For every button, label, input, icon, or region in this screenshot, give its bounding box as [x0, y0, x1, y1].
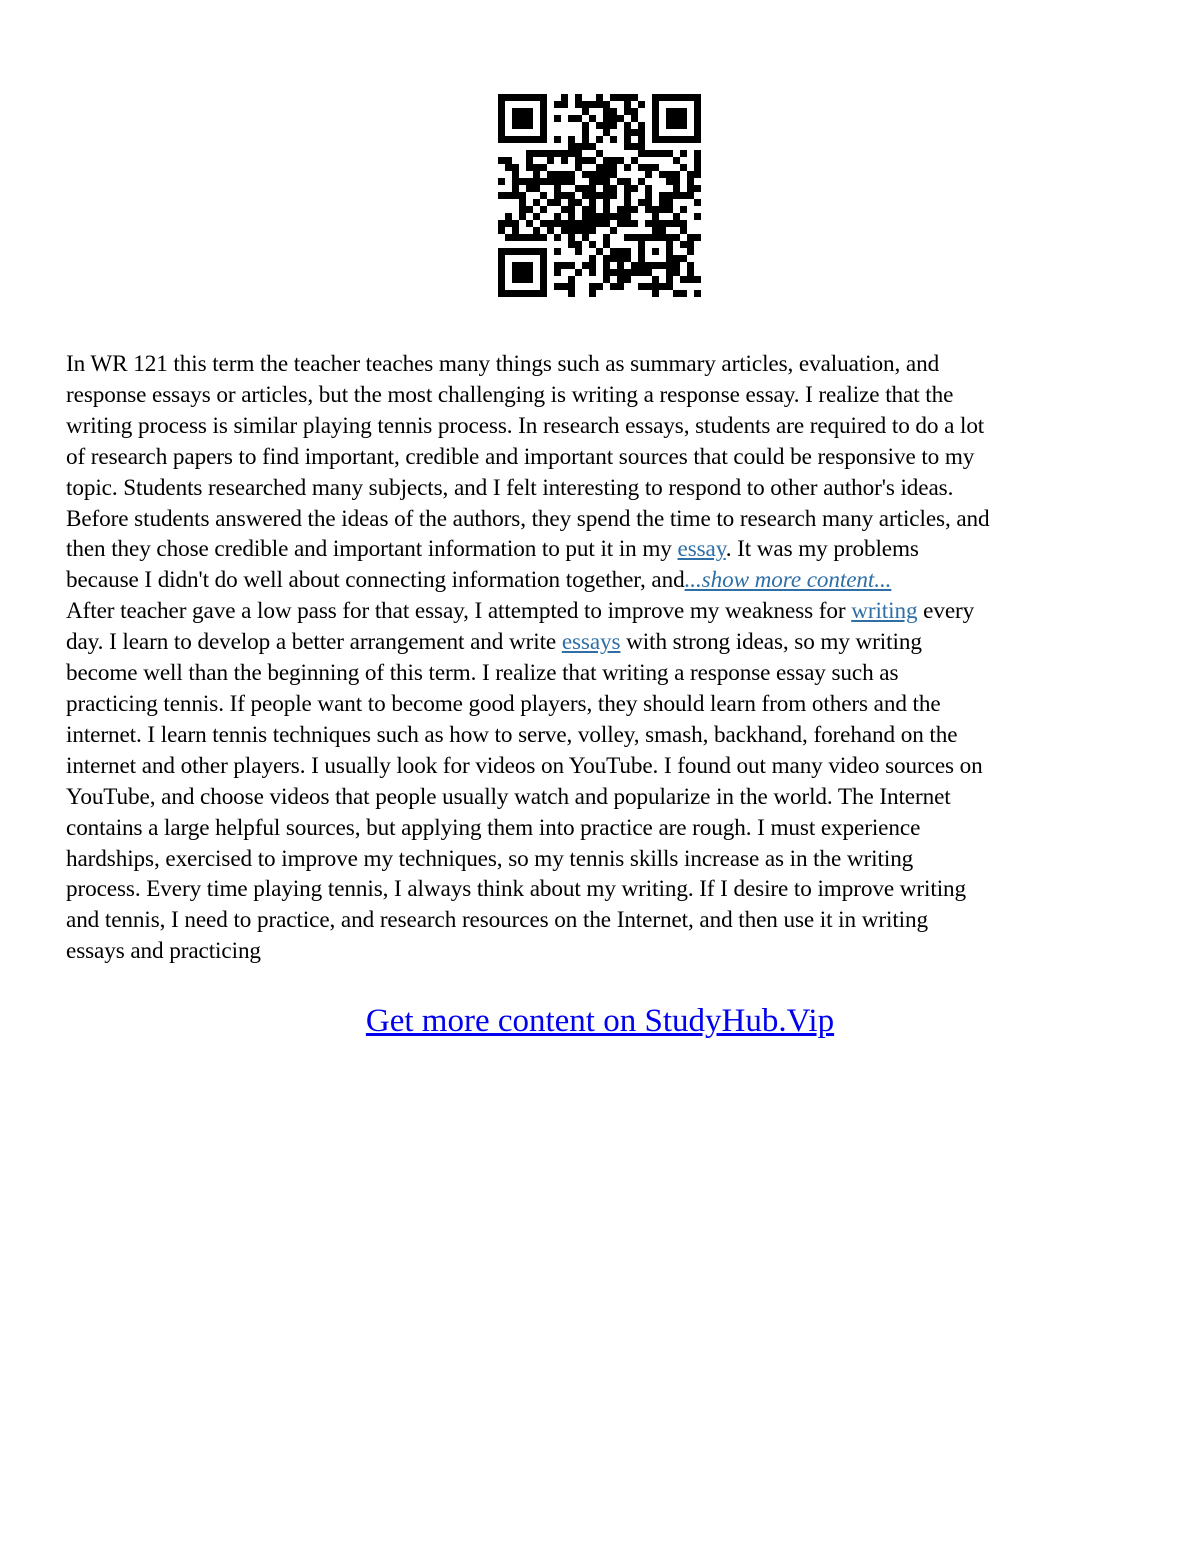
- text-line: [66, 627, 1146, 658]
- text-segment: process. Every time playing tennis, I always think about my writing. If I desire to improve writing: [66, 876, 967, 903]
- text-segment: internet and other players. I usually look for videos on YouTube. I found out many video sources on: [66, 752, 983, 779]
- text-segment: of research papers to find important, credible and important sources that could be responsive to my: [66, 443, 975, 470]
- text-line: [66, 658, 1146, 689]
- qr-code-icon: [498, 94, 701, 297]
- text-line: [66, 504, 1146, 535]
- text-line: [66, 813, 1146, 844]
- text-segment: every: [917, 598, 975, 625]
- text-segment: with strong ideas, so my writing: [620, 629, 922, 656]
- text-line: [66, 442, 1146, 473]
- text-segment: practicing tennis. If people want to become good players, they should learn from others and the: [66, 690, 941, 717]
- text-line: [66, 596, 1146, 627]
- footer: [0, 1003, 1200, 1040]
- text-line: [66, 534, 1146, 565]
- text-line: [66, 565, 1146, 596]
- text-segment: internet. I learn tennis techniques such as how to serve, volley, smash, backhand, forehand on the: [66, 721, 958, 748]
- keyword-link-writing[interactable]: writing: [851, 598, 918, 625]
- qr-code: [498, 94, 701, 297]
- essay-body: [66, 349, 1146, 967]
- text-line: [66, 720, 1146, 751]
- text-line: [66, 473, 1146, 504]
- keyword-link-essay[interactable]: essay: [677, 536, 726, 563]
- text-segment: day. I learn to develop a better arrangement and write: [66, 629, 562, 656]
- text-segment: Before students answered the ideas of the authors, they spend the time to research many articles, and: [66, 505, 990, 532]
- get-more-content-link[interactable]: Get more content on StudyHub.Vip: [365, 1003, 835, 1039]
- text-segment: become well than the beginning of this term. I realize that writing a response essay such as: [66, 660, 899, 687]
- text-segment: hardships, exercised to improve my techniques, so my tennis skills increase as in the writing: [66, 845, 914, 872]
- text-segment: response essays or articles, but the most challenging is writing a response essay. I realize that the: [66, 381, 954, 408]
- text-segment: topic. Students researched many subjects, and I felt interesting to respond to other author's ideas.: [66, 474, 954, 501]
- text-segment: contains a large helpful sources, but applying them into practice are rough. I must experience: [66, 814, 921, 841]
- text-segment: In WR 121 this term the teacher teaches many things such as summary articles, evaluation, and: [66, 351, 940, 377]
- text-line: [66, 380, 1146, 411]
- text-segment: . It was my problems: [725, 536, 919, 563]
- text-line: [66, 844, 1146, 875]
- text-line: [66, 349, 1146, 380]
- text-segment: YouTube, and choose videos that people usually watch and popularize in the world. The Internet: [66, 783, 951, 810]
- text-segment: After teacher gave a low pass for that essay, I attempted to improve my weakness for: [66, 598, 852, 625]
- text-segment: because I didn't do well about connecting information together, and: [66, 567, 685, 594]
- show-more-link[interactable]: ...show more content...: [684, 567, 892, 594]
- text-segment: writing process is similar playing tennis process. In research essays, students are required to do a lot: [66, 412, 985, 439]
- text-line: [66, 689, 1146, 720]
- text-line: [66, 905, 1146, 936]
- text-line: [66, 411, 1146, 442]
- text-segment: and tennis, I need to practice, and research resources on the Internet, and then use it in writing: [66, 907, 928, 934]
- text-line: [66, 782, 1146, 813]
- text-segment: essays and practicing: [66, 938, 261, 965]
- text-segment: then they chose credible and important information to put it in my: [66, 536, 678, 563]
- text-line: [66, 751, 1146, 782]
- keyword-link-essays[interactable]: essays: [561, 629, 621, 656]
- text-line: [66, 874, 1146, 905]
- text-line: [66, 936, 1146, 967]
